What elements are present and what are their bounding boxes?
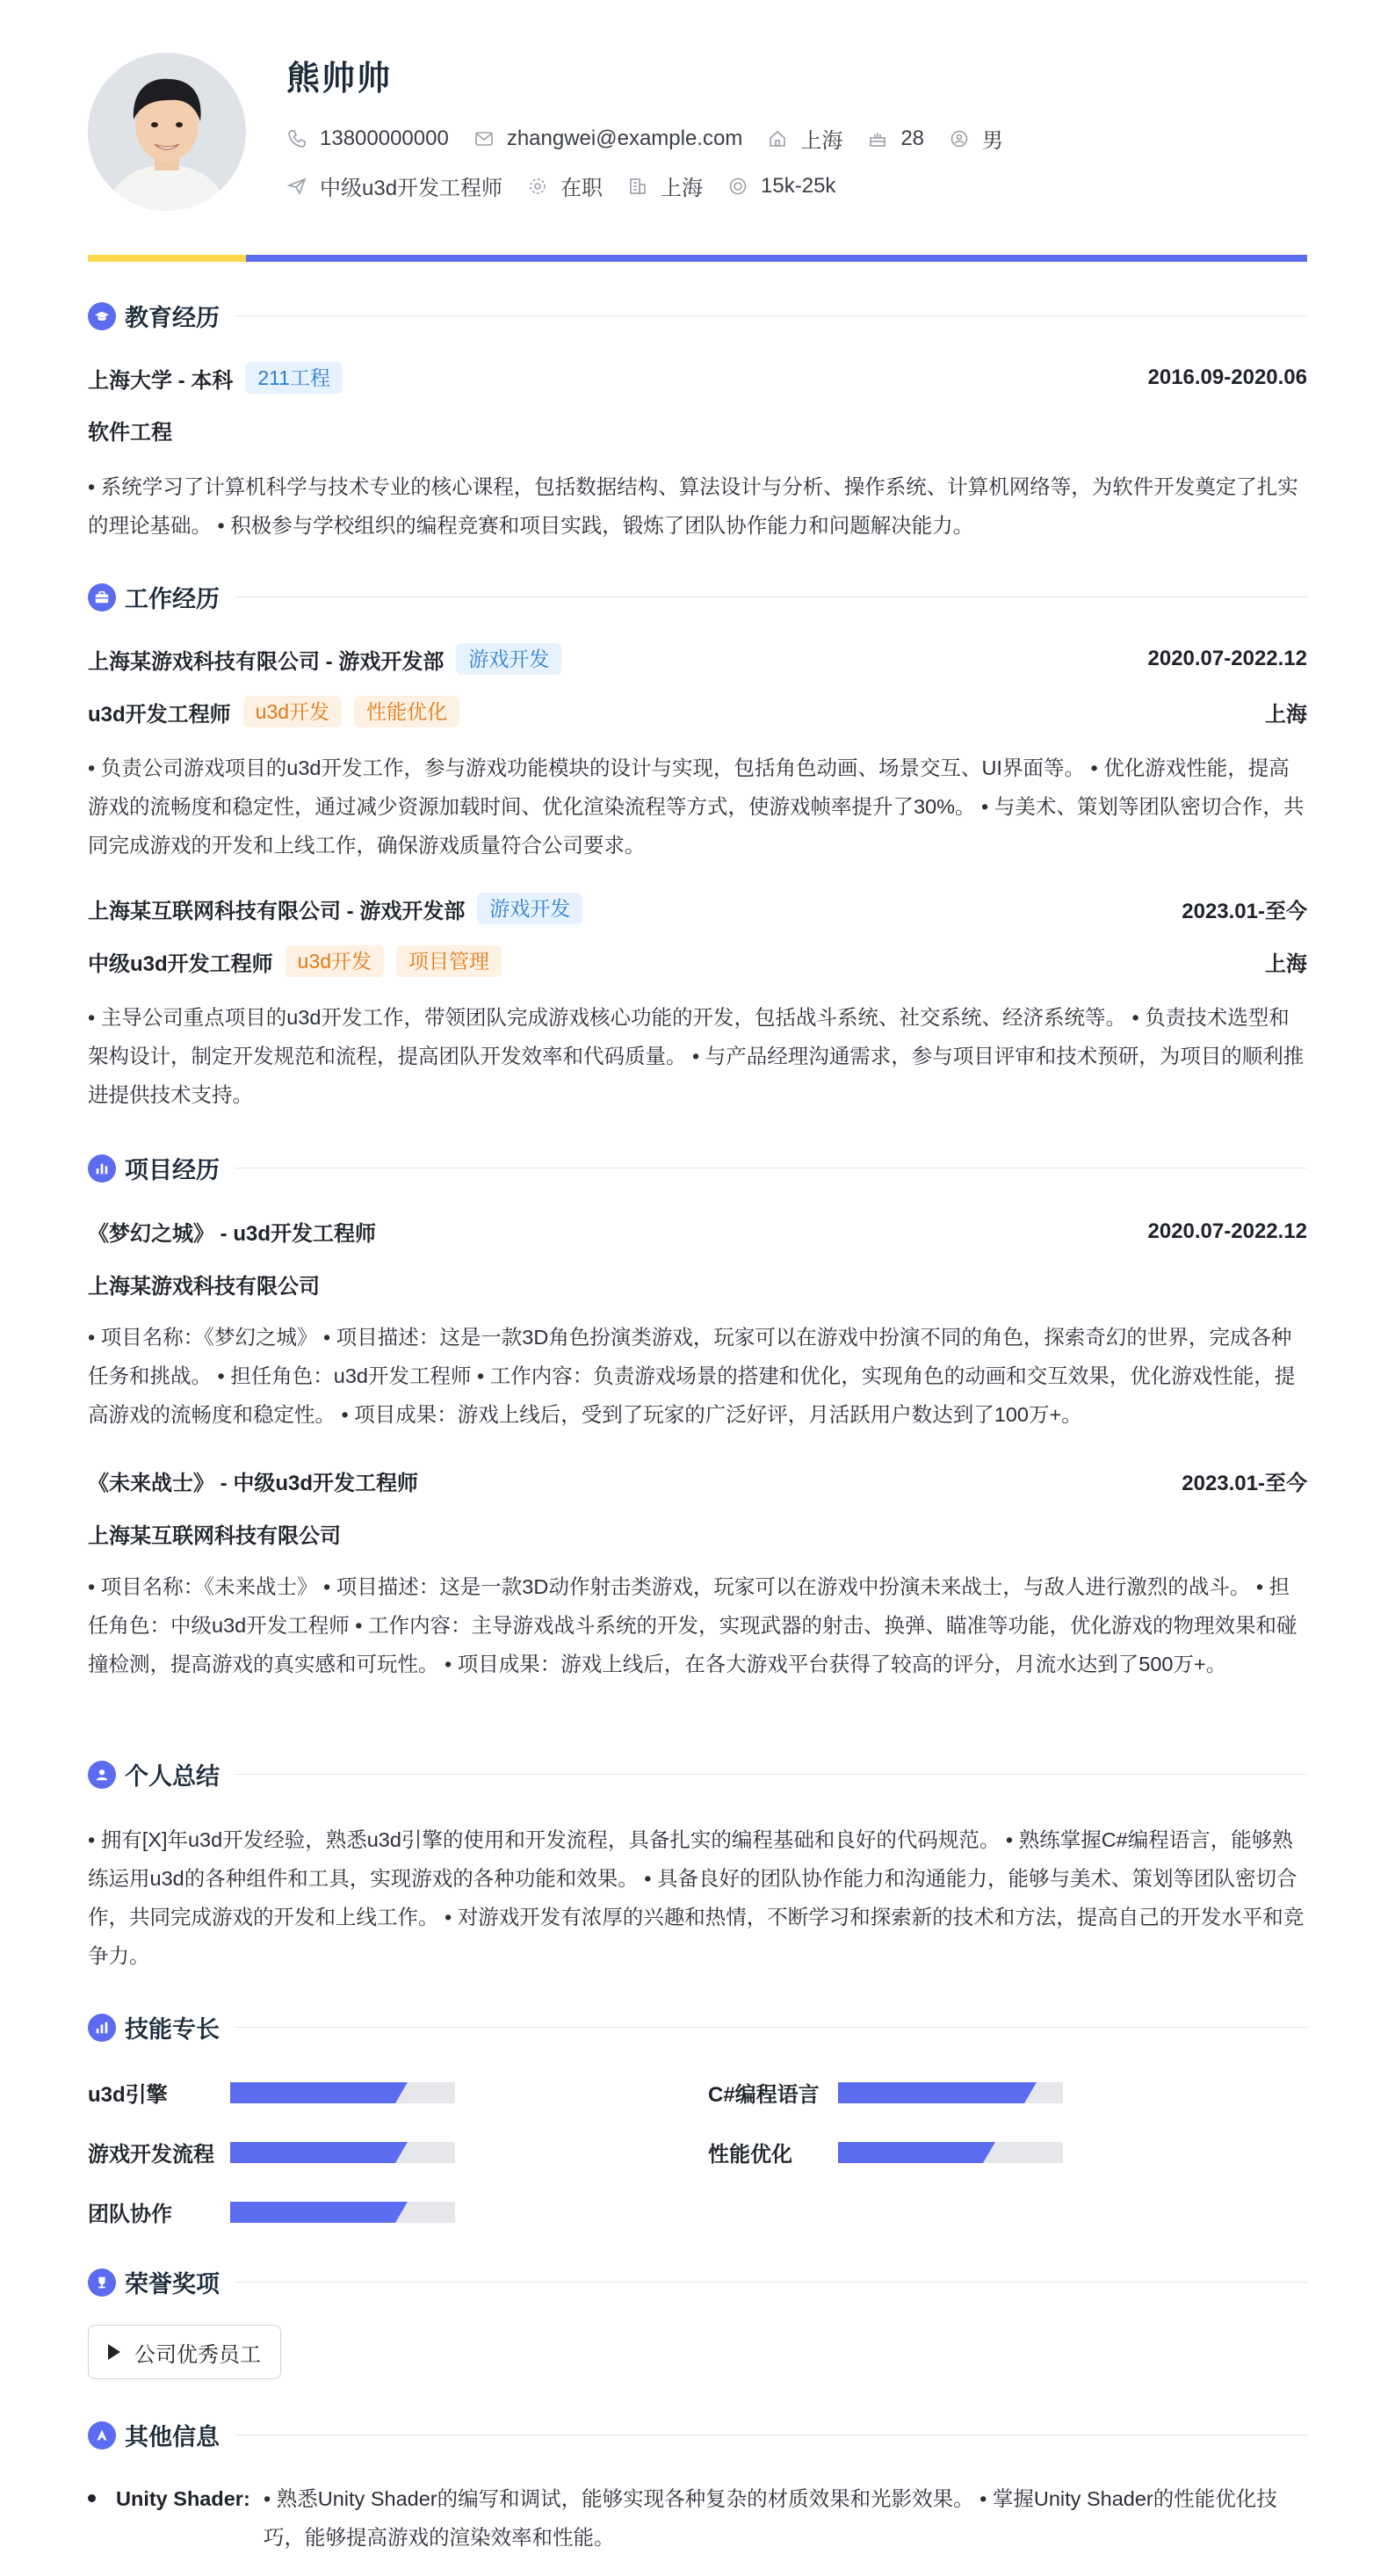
role-tag: u3d开发 <box>243 696 342 727</box>
skill-item <box>88 2077 455 2108</box>
location-item <box>767 123 842 154</box>
avatar <box>88 53 246 211</box>
project-description: • 项目名称：《未来战士》 • 项目描述：这是一款3D动作射击类游戏，玩家可以在游戏中扮演未来战士，与敌人进行激烈的战斗。 • 担任角色：中级u3d开发工程师 • 工作内容：主导游戏战斗系统的开发，实现武器的射击、换弹、瞄准等功能，优化游戏的物理效果和碰撞检测，提高游戏的真实感和可玩性。 • 项目成果：游戏上线后，在各大游戏平台获得了较高的评分，月流水达到了500万+。 <box>88 1575 1297 1675</box>
project-title: 《未来战士》 - 中级u3d开发工程师 <box>88 1472 418 1495</box>
skill-bar-fill <box>230 2142 395 2163</box>
education-entry-header <box>88 362 1307 394</box>
age-item <box>867 127 924 151</box>
status-text: 在职 <box>560 177 604 200</box>
section-other <box>88 2418 1307 2452</box>
section-skills <box>88 2010 1307 2044</box>
skill-item <box>88 2196 455 2227</box>
other-text: • 熟悉Unity Shader的编写和调试，能够实现各种复杂的材质效果和光影效果。 • 掌握Unity Shader的性能优化技巧，能够提高游戏的渲染效率和性能。 <box>264 2487 1277 2549</box>
job-intent-row <box>286 170 860 201</box>
project-2-company-row <box>88 1518 1307 1549</box>
skill-name: 团队协作 <box>88 2203 172 2226</box>
award-text: 公司优秀员工 <box>134 2342 261 2367</box>
salary-item <box>727 174 835 199</box>
skill-bar-fill <box>838 2142 983 2163</box>
section-honors-title: 荣誉奖项 <box>125 2271 220 2297</box>
coin-icon <box>727 176 748 197</box>
work-city: 上海 <box>1265 702 1307 727</box>
work-date: 2020.07-2022.12 <box>1147 647 1307 670</box>
work-city: 上海 <box>1265 952 1307 976</box>
school-tag: 211工程 <box>245 362 343 394</box>
trophy-icon <box>88 2268 116 2297</box>
skill-name: C#编程语言 <box>708 2083 820 2107</box>
role-tag: u3d开发 <box>286 945 384 977</box>
phone-item[interactable] <box>286 127 449 151</box>
gender-text: 男 <box>982 129 1004 153</box>
send-icon <box>286 176 307 197</box>
briefcase-icon <box>88 583 116 611</box>
work-date: 2023.01-至今 <box>1182 899 1307 923</box>
skill-bar-fill <box>230 2082 395 2103</box>
project-2-header <box>88 1465 1307 1496</box>
location-text: 上海 <box>800 129 843 153</box>
target-city-text: 上海 <box>661 177 704 200</box>
education-major-row <box>88 415 1307 445</box>
section-skills-title: 技能专长 <box>125 2016 220 2043</box>
work-dept-tag: 游戏开发 <box>456 643 561 675</box>
bar-chart-icon <box>88 1154 116 1183</box>
project-1-header <box>88 1216 1307 1247</box>
skill-name: 性能优化 <box>708 2143 792 2167</box>
section-divider <box>235 1168 1307 1169</box>
contact-row <box>286 123 1028 154</box>
award-item <box>88 2325 281 2379</box>
section-projects <box>88 1151 1307 1185</box>
work-role: u3d开发工程师 <box>88 702 231 727</box>
skill-bar <box>230 2082 455 2103</box>
target-city-item <box>627 170 703 201</box>
position-text: 中级u3d开发工程师 <box>320 177 503 200</box>
section-work-title: 工作经历 <box>125 586 220 612</box>
project-description: • 项目名称：《梦幻之城》 • 项目描述：这是一款3D角色扮演类游戏，玩家可以在游戏中扮演不同的角色，探索奇幻的世界，完成各种任务和挑战。 • 担任角色：u3d开发工程师 • 工作内容：负责游戏场景的搭建和优化，实现角色的动画和交互效果，优化游戏性能，提高游戏的流畅度和稳定性。 • 项目成果：游戏上线后，受到了玩家的广泛好评，月活跃用户数达到了100万+。 <box>88 1326 1296 1426</box>
section-divider <box>235 315 1307 316</box>
info-icon <box>88 2421 116 2449</box>
person-circle-icon <box>949 128 970 149</box>
other-label: Unity Shader: <box>116 2487 250 2510</box>
bullet-icon <box>88 2494 96 2502</box>
project-company: 上海某互联网科技有限公司 <box>88 1524 341 1548</box>
project-title: 《梦幻之城》 - u3d开发工程师 <box>88 1222 376 1246</box>
work-description: • 负责公司游戏项目的u3d开发工作，参与游戏功能模块的设计与实现，包括角色动画、场景交互、UI界面等。 • 优化游戏性能，提高游戏的流畅度和稳定性，通过减少资源加载时间、优化渲染流程等方式，使游戏帧率提升了30%。 • 与美术、策划等团队密切合作，共同完成游戏的开发和上线工作，确保游戏质量符合公司要求。 <box>88 756 1305 857</box>
skill-bar <box>230 2142 455 2163</box>
skill-item <box>708 2077 1063 2108</box>
work-dept-tag: 游戏开发 <box>477 893 582 924</box>
project-1-company-row <box>88 1269 1307 1299</box>
section-divider <box>235 2027 1307 2028</box>
graduation-cap-icon <box>88 302 116 330</box>
phone-text: 13800000000 <box>320 126 449 150</box>
email-text: zhangwei@example.com <box>506 126 743 150</box>
work-entry-1-header <box>88 643 1307 675</box>
mail-icon <box>473 128 495 149</box>
gender-item <box>949 123 1003 154</box>
phone-icon <box>286 128 307 149</box>
section-divider <box>235 2282 1307 2283</box>
section-summary-title: 个人总结 <box>125 1763 220 1790</box>
candidate-name: 熊帅帅 <box>286 61 393 98</box>
skill-item <box>88 2137 455 2167</box>
project-company: 上海某游戏科技有限公司 <box>88 1275 320 1299</box>
cake-icon <box>867 128 888 149</box>
work-role: 中级u3d开发工程师 <box>88 952 273 976</box>
project-date: 2020.07-2022.12 <box>1147 1219 1307 1243</box>
section-projects-title: 项目经历 <box>125 1157 220 1183</box>
status-item <box>527 170 603 201</box>
skill-bar-fill <box>230 2202 395 2223</box>
education-date: 2016.09-2020.06 <box>1147 365 1307 389</box>
education-description: • 系统学习了计算机科学与技术专业的核心课程，包括数据结构、算法设计与分析、操作系统、计算机网络等，为软件开发奠定了扎实的理论基础。 • 积极参与学校组织的编程竞赛和项目实践，锻炼了团队协作能力和问题解决能力。 <box>88 475 1298 537</box>
skill-bar <box>838 2142 1063 2163</box>
role-tag: 项目管理 <box>396 945 502 977</box>
section-honors <box>88 2265 1307 2299</box>
salary-text: 15k-25k <box>761 173 836 198</box>
user-icon <box>88 1761 116 1789</box>
work-entry-2-role <box>88 945 1307 977</box>
section-work <box>88 580 1307 614</box>
play-icon <box>108 2344 120 2360</box>
position-item <box>286 170 502 201</box>
header-divider <box>88 255 1307 262</box>
section-divider <box>235 1774 1307 1775</box>
skill-name: u3d引擎 <box>88 2083 168 2107</box>
chart-icon <box>88 2014 116 2042</box>
education-major: 软件工程 <box>88 421 172 445</box>
skill-name: 游戏开发流程 <box>88 2143 214 2167</box>
role-tag: 性能优化 <box>354 696 459 727</box>
section-summary <box>88 1757 1307 1791</box>
work-company: 上海某游戏科技有限公司 - 游戏开发部 <box>88 649 445 674</box>
skill-bar <box>230 2202 455 2223</box>
skill-item <box>708 2137 1063 2167</box>
resume-page <box>88 0 1307 2576</box>
section-education <box>88 299 1307 333</box>
skill-bar <box>838 2082 1063 2103</box>
work-description: • 主导公司重点项目的u3d开发工作，带领团队完成游戏核心功能的开发，包括战斗系统、社交系统、经济系统等。 • 负责技术选型和架构设计，制定开发规范和流程，提高团队开发效率和代码质量。 • 与产品经理沟通需求，参与项目评审和技术预研，为项目的顺利推进提供技术支持。 <box>88 1006 1305 1106</box>
section-education-title: 教育经历 <box>125 305 220 331</box>
school-name: 上海大学 - 本科 <box>88 368 234 393</box>
work-entry-2-header <box>88 893 1307 924</box>
home-icon <box>767 128 788 149</box>
work-entry-1-role <box>88 696 1307 727</box>
gear-icon <box>527 176 548 197</box>
age-text: 28 <box>900 126 925 150</box>
skill-bar-fill <box>838 2082 1024 2103</box>
section-other-title: 其他信息 <box>125 2424 220 2450</box>
summary-text: • 拥有[X]年u3d开发经验，熟悉u3d引擎的使用和开发流程，具备扎实的编程基础和良好的代码规范。 • 熟练掌握C#编程语言，能够熟练运用u3d的各种组件和工具，实现游戏的各种功能和效果。 • 具备良好的团队协作能力和沟通能力，能够与美术、策划等团队密切合作，共同完成游戏的开发和上线工作。 • 对游戏开发有浓厚的兴趣和热情，不断学习和探索新的技术和方法，提高自己的开发水平和竞争力。 <box>88 1828 1305 1967</box>
work-company: 上海某互联网科技有限公司 - 游戏开发部 <box>88 899 466 923</box>
header-divider-accent <box>88 255 246 262</box>
project-date: 2023.01-至今 <box>1182 1472 1307 1495</box>
building-icon <box>627 176 648 197</box>
email-item[interactable] <box>473 127 743 151</box>
